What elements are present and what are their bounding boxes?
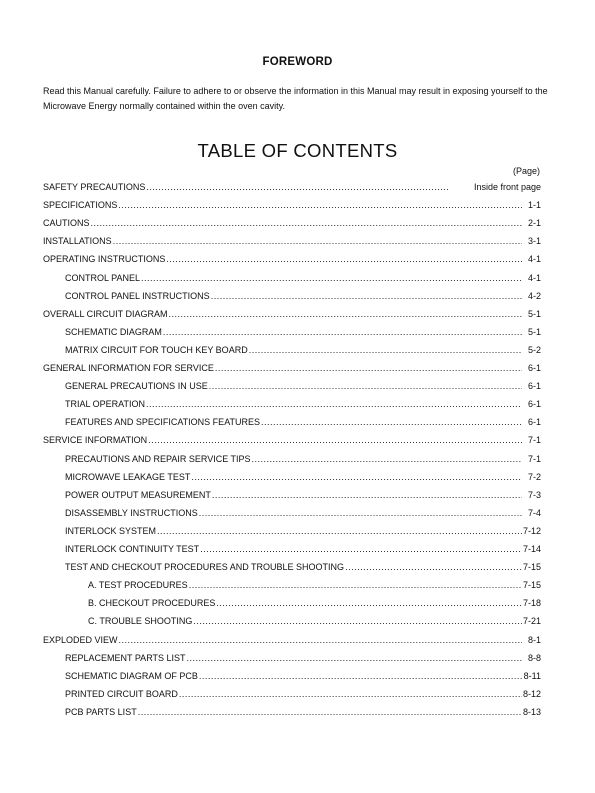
toc-entry <box>65 327 541 338</box>
toc-entry-page: 5-2 <box>527 344 541 355</box>
toc-entry <box>43 363 541 374</box>
toc-entry-title: PRINTED CIRCUIT BOARD <box>65 688 178 699</box>
toc-entry-page: 2-1 <box>527 218 541 229</box>
toc-entry-page: 1-1 <box>527 200 541 211</box>
toc-entry-page: 4-1 <box>527 272 541 283</box>
toc-entry-page: 8-13 <box>522 706 541 717</box>
dot-leader <box>146 399 522 410</box>
toc-entry-title: PRECAUTIONS AND REPAIR SERVICE TIPS <box>65 453 251 464</box>
toc-entry <box>65 417 541 428</box>
toc-entry <box>65 291 541 302</box>
dot-leader <box>146 182 448 193</box>
toc-entry-title: GENERAL INFORMATION FOR SERVICE <box>43 363 214 373</box>
toc-entry-title: C. TROUBLE SHOOTING <box>88 616 193 627</box>
toc-entry-page: 8-12 <box>522 688 541 699</box>
dot-leader <box>141 273 522 284</box>
toc-entry-page: 6-1 <box>527 381 541 392</box>
dot-leader <box>119 635 522 646</box>
toc-entry <box>65 689 541 700</box>
dot-leader <box>216 598 522 609</box>
toc-entry <box>65 273 541 284</box>
toc-entry <box>65 707 541 718</box>
toc-entry <box>43 218 541 229</box>
toc-entry <box>43 200 541 211</box>
toc-entry <box>43 635 541 646</box>
toc-entry-title: INTERLOCK CONTINUITY TEST <box>65 544 200 554</box>
toc-entry-title: A. TEST PROCEDURES <box>88 580 188 591</box>
toc-entry-title: CAUTIONS <box>43 218 90 229</box>
toc-entry-title: GENERAL PRECAUTIONS IN USE <box>65 381 208 392</box>
toc-entry <box>65 399 541 410</box>
dot-leader <box>163 327 522 338</box>
toc-entry-page: 7-14 <box>522 544 541 554</box>
toc-title: TABLE OF CONTENTS <box>197 140 398 161</box>
toc-entry-page: 7-15 <box>522 580 541 591</box>
toc-entry-page: 7-4 <box>527 507 541 518</box>
toc-entry-page: 7-12 <box>522 525 541 536</box>
toc-entry-title: OVERALL CIRCUIT DIAGRAM <box>43 308 168 319</box>
toc-entry-page: 7-18 <box>522 598 541 609</box>
toc-entry <box>65 562 541 573</box>
page-column-label: (Page) <box>512 166 540 176</box>
dot-leader <box>189 580 522 591</box>
dot-leader <box>157 526 522 537</box>
dot-leader <box>211 291 522 302</box>
toc-entry-page: 7-1 <box>527 435 541 446</box>
dot-leader <box>91 218 522 229</box>
toc-entry-page: 8-11 <box>523 670 541 681</box>
dot-leader <box>215 363 522 374</box>
dot-leader <box>169 309 522 320</box>
toc-entry-title: DISASSEMBLY INSTRUCTIONS <box>65 507 198 518</box>
toc-entry <box>43 309 541 320</box>
toc-entry-title: PCB PARTS LIST <box>65 706 137 717</box>
dot-leader <box>345 562 522 573</box>
toc-entry <box>43 435 541 446</box>
dot-leader <box>212 490 522 501</box>
toc-entry-title: TRIAL OPERATION <box>65 399 146 410</box>
toc-entry-title: REPLACEMENT PARTS LIST <box>65 652 186 663</box>
toc-entry <box>65 490 541 501</box>
toc-entry <box>43 182 541 193</box>
toc-entry-title: INTERLOCK SYSTEM <box>65 525 157 536</box>
toc-entry-title: FEATURES AND SPECIFICATIONS FEATURES <box>65 417 261 428</box>
toc-entry-title: SERVICE INFORMATION <box>43 435 148 446</box>
toc-entry-title: EXPLODED VIEW <box>43 634 118 645</box>
toc-entry-title: SAFETY PRECAUTIONS <box>43 182 146 192</box>
toc-entry-title: CONTROL PANEL INSTRUCTIONS <box>65 290 210 301</box>
toc-entry-page: 4-1 <box>527 254 541 265</box>
toc-entry-page: 3-1 <box>527 236 541 247</box>
dot-leader <box>118 200 522 211</box>
toc-entry <box>65 472 541 483</box>
toc-entry-title: OPERATING INSTRUCTIONS <box>43 254 166 265</box>
toc-entry <box>43 254 541 265</box>
toc-entry-page: 5-1 <box>527 308 541 319</box>
toc-entry <box>88 598 541 609</box>
toc-entry-title: MATRIX CIRCUIT FOR TOUCH KEY BOARD <box>65 344 248 355</box>
toc-entry-page: 7-15 <box>522 562 541 573</box>
toc-entry-page: 7-1 <box>527 453 541 464</box>
toc-entry <box>65 544 541 555</box>
toc-entry-page: 6-1 <box>527 363 541 373</box>
foreword-text: Read this Manual carefully. Failure to adhere to or observe the information in this Manual may result in exposing yourself to the Microwave Energy normally contained within the oven cavity. <box>43 86 548 111</box>
toc-entry-title: MICROWAVE LEAKAGE TEST <box>65 471 191 482</box>
toc-entry-title: CONTROL PANEL <box>65 272 141 283</box>
dot-leader <box>166 254 522 265</box>
dot-leader <box>187 653 522 664</box>
toc-entry-page: 7-21 <box>522 616 541 627</box>
toc-entry-title: INSTALLATIONS <box>43 236 112 247</box>
toc-entry <box>65 454 541 465</box>
toc-entry <box>65 381 541 392</box>
toc-entry-title: POWER OUTPUT MEASUREMENT <box>65 489 211 500</box>
dot-leader <box>179 689 522 700</box>
dot-leader <box>200 544 522 555</box>
toc-entry-page: 7-2 <box>527 471 541 482</box>
toc-entry-page: 6-1 <box>527 417 541 428</box>
toc-entry-page: 8-1 <box>527 634 541 645</box>
toc-entry <box>88 580 541 591</box>
toc-entry-title: SCHEMATIC DIAGRAM <box>65 326 162 337</box>
toc-entry-page: 4-2 <box>527 290 541 301</box>
toc-entry <box>65 345 541 356</box>
toc-entry-title: TEST AND CHECKOUT PROCEDURES AND TROUBLE SHOOTING <box>65 562 345 573</box>
dot-leader <box>249 345 522 356</box>
toc-entry-title: B. CHECKOUT PROCEDURES <box>88 598 216 609</box>
toc-entry-title: SPECIFICATIONS <box>43 200 118 211</box>
toc-entry <box>65 671 541 682</box>
dot-leader <box>209 381 522 392</box>
dot-leader <box>261 417 522 428</box>
toc-entry <box>65 508 541 519</box>
toc-entry-page: 6-1 <box>527 399 541 410</box>
toc-entry <box>88 616 541 627</box>
toc-entry <box>43 236 541 247</box>
foreword-title: FOREWORD <box>262 56 333 68</box>
toc-entry-title: SCHEMATIC DIAGRAM OF PCB <box>65 670 198 681</box>
toc-entry <box>65 653 541 664</box>
toc-entry <box>65 526 541 537</box>
dot-leader <box>138 707 522 718</box>
toc-entry-page: 7-3 <box>527 489 541 500</box>
dot-leader <box>113 236 522 247</box>
toc-entry-page: Inside front page <box>473 182 541 192</box>
toc-entry-page: 5-1 <box>527 326 541 337</box>
toc-entry-page: 8-8 <box>527 652 541 663</box>
dot-leader <box>191 472 522 483</box>
dot-leader <box>252 454 522 465</box>
dot-leader <box>148 435 522 446</box>
dot-leader <box>193 616 522 627</box>
dot-leader <box>199 508 522 519</box>
dot-leader <box>199 671 522 682</box>
